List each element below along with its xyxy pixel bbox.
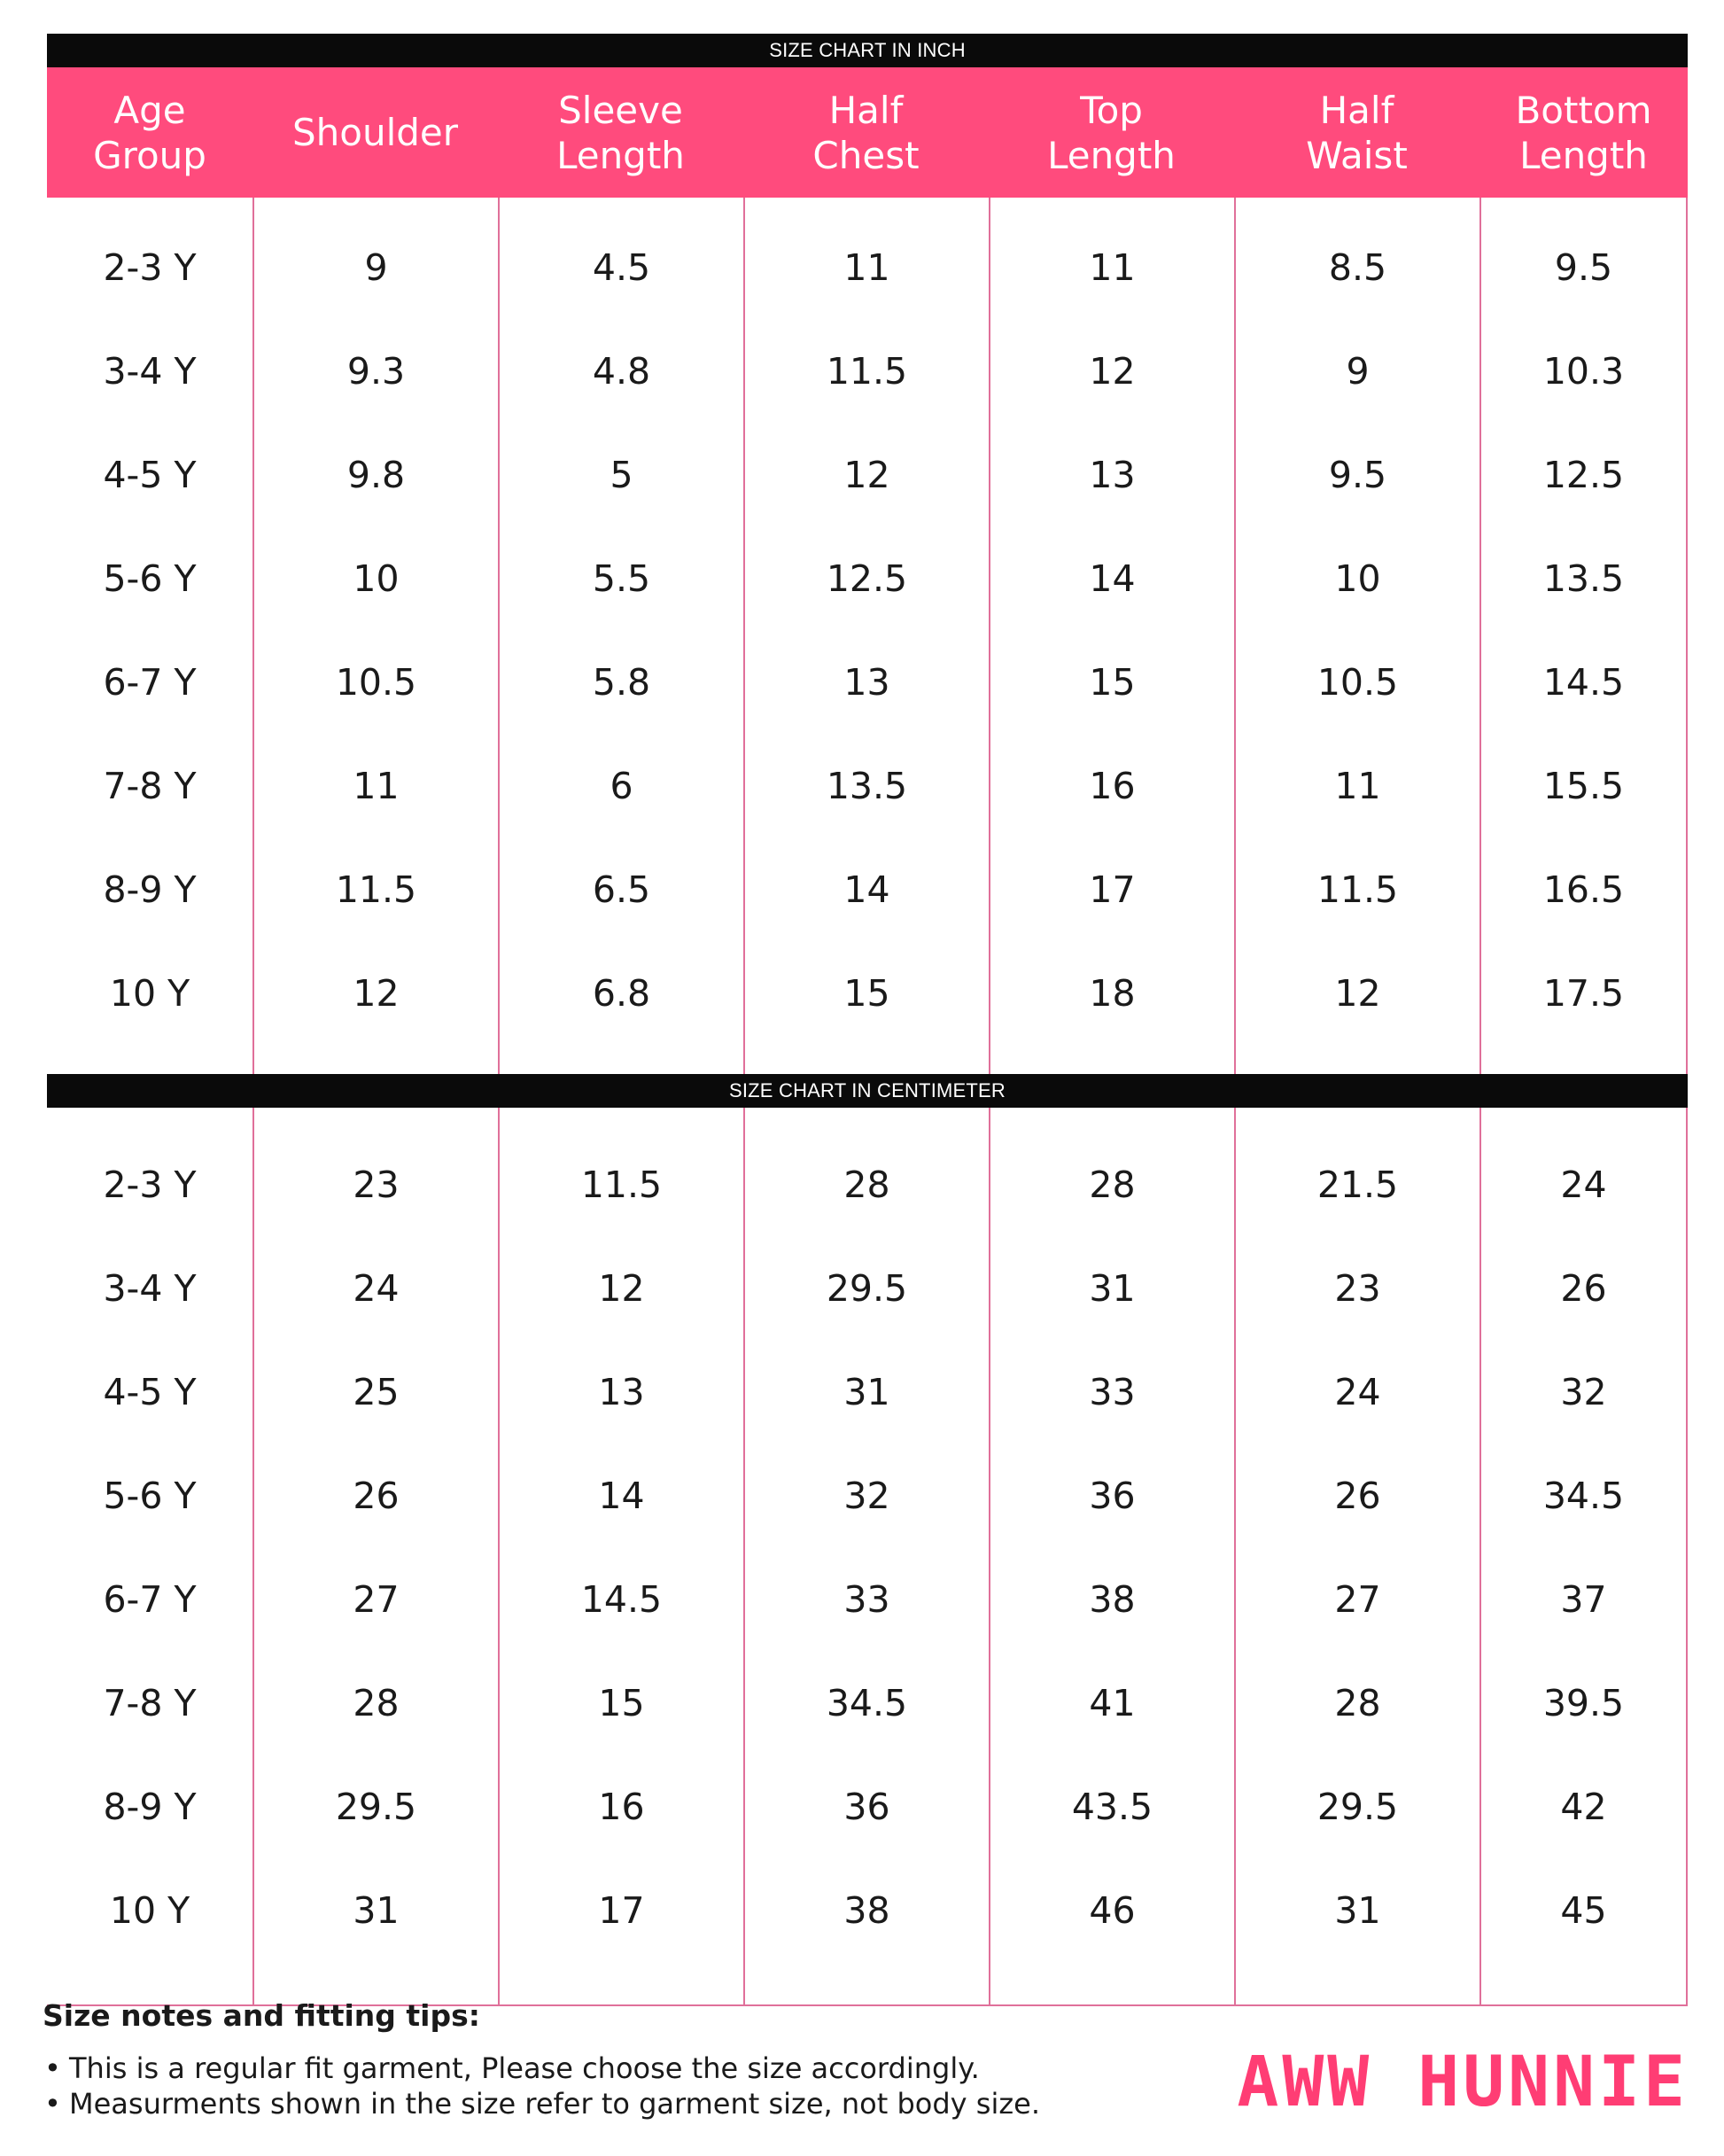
table-row — [47, 1547, 1688, 1651]
note-item — [43, 2086, 1194, 2121]
header-cell: Top Length — [1047, 88, 1176, 177]
measure-cell: 27 — [252, 1547, 498, 1651]
measure-cell: 16.5 — [1479, 837, 1688, 941]
measure-cell: 16 — [989, 734, 1234, 837]
measure-cell: 41 — [989, 1651, 1234, 1755]
age-group-cell: 3-4 Y — [103, 349, 197, 393]
table-row — [47, 215, 1688, 319]
measure-cell: 31 — [252, 1858, 498, 1962]
measure-cell: 11 — [743, 215, 989, 319]
table-row — [47, 1340, 1688, 1444]
row-spacer — [47, 1108, 1688, 1132]
measure-cell: 14.5 — [1479, 630, 1688, 734]
measure-cell: 11.5 — [498, 1132, 743, 1236]
measure-cell: 18 — [989, 941, 1234, 1045]
measure-cell: 28 — [743, 1132, 989, 1236]
measure-cell: 26 — [1234, 1444, 1479, 1547]
measure-cell: 24 — [1234, 1340, 1479, 1444]
table-row — [47, 941, 1688, 1045]
header-cell: Age Group — [93, 88, 206, 177]
table-header-row — [47, 67, 1688, 198]
measure-cell: 43.5 — [989, 1755, 1234, 1858]
measure-cell: 15 — [743, 941, 989, 1045]
measure-cell: 31 — [989, 1236, 1234, 1340]
spacer-cell — [498, 1108, 743, 1132]
measure-cell: 10.5 — [1234, 630, 1479, 734]
brand-logo: AWW HUNNIE — [1237, 2043, 1689, 2122]
measure-cell: 9.3 — [252, 319, 498, 423]
measure-cell: 14 — [989, 526, 1234, 630]
measure-cell: 25 — [252, 1340, 498, 1444]
measure-cell: 36 — [989, 1444, 1234, 1547]
measure-cell: 32 — [1479, 1340, 1688, 1444]
measure-cell: 28 — [252, 1651, 498, 1755]
measure-cell: 9.5 — [1479, 215, 1688, 319]
measure-cell: 9.5 — [1234, 423, 1479, 526]
spacer-cell — [252, 1108, 498, 1132]
measure-cell: 10.3 — [1479, 319, 1688, 423]
measure-cell: 11.5 — [1234, 837, 1479, 941]
measure-cell: 45 — [1479, 1858, 1688, 1962]
measure-cell: 31 — [743, 1340, 989, 1444]
age-group-cell: 2-3 Y — [103, 1163, 197, 1206]
measure-cell: 5 — [498, 423, 743, 526]
measure-cell: 14.5 — [498, 1547, 743, 1651]
table-row — [47, 1755, 1688, 1858]
note-item — [43, 2051, 1194, 2086]
spacer-cell — [743, 198, 989, 215]
header-cell: Bottom Length — [1515, 88, 1652, 177]
table-row — [47, 630, 1688, 734]
measure-cell: 8.5 — [1234, 215, 1479, 319]
measure-cell: 28 — [1234, 1651, 1479, 1755]
measure-cell: 14 — [498, 1444, 743, 1547]
spacer-cell — [989, 198, 1234, 215]
table-row — [47, 1236, 1688, 1340]
measure-cell: 12 — [743, 423, 989, 526]
measure-cell: 15 — [498, 1651, 743, 1755]
measure-cell: 15 — [989, 630, 1234, 734]
bullet-icon: • — [44, 2087, 61, 2121]
measure-cell: 26 — [1479, 1236, 1688, 1340]
spacer-cell — [1479, 1962, 1688, 2004]
header-cell: Half Waist — [1306, 88, 1408, 177]
measure-cell: 46 — [989, 1858, 1234, 1962]
age-group-cell: 5-6 Y — [103, 557, 197, 600]
measure-cell: 39.5 — [1479, 1651, 1688, 1755]
spacer-cell — [1234, 1962, 1479, 2004]
size-chart-sheet — [47, 34, 1688, 2006]
bullet-icon: • — [44, 2051, 61, 2085]
age-group-cell: 8-9 Y — [103, 1785, 197, 1828]
measure-cell: 15.5 — [1479, 734, 1688, 837]
measure-cell: 17.5 — [1479, 941, 1688, 1045]
spacer-cell — [1234, 1045, 1479, 1074]
measure-cell: 32 — [743, 1444, 989, 1547]
measure-cell: 11.5 — [252, 837, 498, 941]
measure-cell: 17 — [989, 837, 1234, 941]
measure-cell: 11 — [989, 215, 1234, 319]
measure-cell: 11.5 — [743, 319, 989, 423]
size-notes — [43, 1998, 1194, 2121]
spacer-cell — [1479, 1108, 1688, 1132]
inch-table — [47, 198, 1688, 1074]
spacer-cell — [989, 1045, 1234, 1074]
age-group-cell: 8-9 Y — [103, 868, 197, 911]
measure-cell: 5.5 — [498, 526, 743, 630]
measure-cell: 34.5 — [1479, 1444, 1688, 1547]
table-row — [47, 734, 1688, 837]
age-group-cell: 4-5 Y — [103, 1370, 197, 1413]
cm-table — [47, 1108, 1688, 2004]
age-group-cell: 3-4 Y — [103, 1266, 197, 1310]
measure-cell: 23 — [1234, 1236, 1479, 1340]
table-row — [47, 319, 1688, 423]
measure-cell: 12 — [1234, 941, 1479, 1045]
spacer-cell — [1479, 1045, 1688, 1074]
spacer-cell — [743, 1045, 989, 1074]
age-group-cell: 7-8 Y — [103, 764, 197, 807]
spacer-cell — [47, 1045, 252, 1074]
table-row — [47, 1651, 1688, 1755]
measure-cell: 13.5 — [1479, 526, 1688, 630]
spacer-cell — [1234, 1108, 1479, 1132]
row-spacer — [47, 1045, 1688, 1074]
measure-cell: 34.5 — [743, 1651, 989, 1755]
measure-cell: 5.8 — [498, 630, 743, 734]
spacer-cell — [1479, 198, 1688, 215]
measure-cell: 38 — [989, 1547, 1234, 1651]
measure-cell: 9.8 — [252, 423, 498, 526]
measure-cell: 10 — [1234, 526, 1479, 630]
note-text: This is a regular fit garment, Please choose the size accordingly. — [69, 2051, 980, 2085]
spacer-cell — [989, 1108, 1234, 1132]
spacer-cell — [743, 1108, 989, 1132]
spacer-cell — [252, 198, 498, 215]
measure-cell: 23 — [252, 1132, 498, 1236]
measure-cell: 29.5 — [1234, 1755, 1479, 1858]
measure-cell: 6.5 — [498, 837, 743, 941]
measure-cell: 11 — [252, 734, 498, 837]
age-group-cell: 10 Y — [109, 971, 190, 1015]
measure-cell: 11 — [1234, 734, 1479, 837]
spacer-cell — [1234, 198, 1479, 215]
measure-cell: 12 — [252, 941, 498, 1045]
measure-cell: 24 — [252, 1236, 498, 1340]
measure-cell: 12 — [989, 319, 1234, 423]
measure-cell: 33 — [743, 1547, 989, 1651]
row-spacer — [47, 198, 1688, 215]
measure-cell: 13 — [743, 630, 989, 734]
measure-cell: 33 — [989, 1340, 1234, 1444]
table-row — [47, 526, 1688, 630]
age-group-cell: 6-7 Y — [103, 1577, 197, 1621]
age-group-cell: 2-3 Y — [103, 245, 197, 289]
measure-cell: 12 — [498, 1236, 743, 1340]
table-row — [47, 1444, 1688, 1547]
measure-cell: 17 — [498, 1858, 743, 1962]
notes-title: Size notes and fitting tips: — [43, 1998, 480, 2033]
spacer-cell — [47, 1108, 252, 1132]
table-row — [47, 837, 1688, 941]
measure-cell: 12.5 — [743, 526, 989, 630]
measure-cell: 21.5 — [1234, 1132, 1479, 1236]
age-group-cell: 5-6 Y — [103, 1474, 197, 1517]
measure-cell: 14 — [743, 837, 989, 941]
spacer-cell — [498, 198, 743, 215]
spacer-cell — [47, 198, 252, 215]
cm-banner: SIZE CHART IN CENTIMETER — [47, 1074, 1688, 1108]
age-group-cell: 6-7 Y — [103, 660, 197, 704]
measure-cell: 13 — [498, 1340, 743, 1444]
measure-cell: 12.5 — [1479, 423, 1688, 526]
table-row — [47, 423, 1688, 526]
measure-cell: 9 — [252, 215, 498, 319]
measure-cell: 10.5 — [252, 630, 498, 734]
header-cell: Shoulder — [291, 111, 459, 154]
measure-cell: 28 — [989, 1132, 1234, 1236]
age-group-cell: 4-5 Y — [103, 453, 197, 496]
header-cell: Sleeve Length — [556, 88, 685, 177]
inch-banner: SIZE CHART IN INCH — [47, 34, 1688, 67]
header-cell: Half Chest — [812, 88, 920, 177]
note-text: Measurments shown in the size refer to garment size, not body size. — [69, 2087, 1040, 2121]
measure-cell: 4.5 — [498, 215, 743, 319]
measure-cell: 13 — [989, 423, 1234, 526]
measure-cell: 13.5 — [743, 734, 989, 837]
table-row — [47, 1858, 1688, 1962]
measure-cell: 42 — [1479, 1755, 1688, 1858]
measure-cell: 16 — [498, 1755, 743, 1858]
measure-cell: 37 — [1479, 1547, 1688, 1651]
measure-cell: 31 — [1234, 1858, 1479, 1962]
spacer-cell — [252, 1045, 498, 1074]
measure-cell: 4.8 — [498, 319, 743, 423]
measure-cell: 38 — [743, 1858, 989, 1962]
measure-cell: 24 — [1479, 1132, 1688, 1236]
measure-cell: 36 — [743, 1755, 989, 1858]
measure-cell: 6 — [498, 734, 743, 837]
measure-cell: 29.5 — [743, 1236, 989, 1340]
measure-cell: 10 — [252, 526, 498, 630]
measure-cell: 27 — [1234, 1547, 1479, 1651]
measure-cell: 9 — [1234, 319, 1479, 423]
measure-cell: 26 — [252, 1444, 498, 1547]
measure-cell: 6.8 — [498, 941, 743, 1045]
table-row — [47, 1132, 1688, 1236]
spacer-cell — [498, 1045, 743, 1074]
age-group-cell: 10 Y — [109, 1888, 190, 1932]
age-group-cell: 7-8 Y — [103, 1681, 197, 1724]
measure-cell: 29.5 — [252, 1755, 498, 1858]
